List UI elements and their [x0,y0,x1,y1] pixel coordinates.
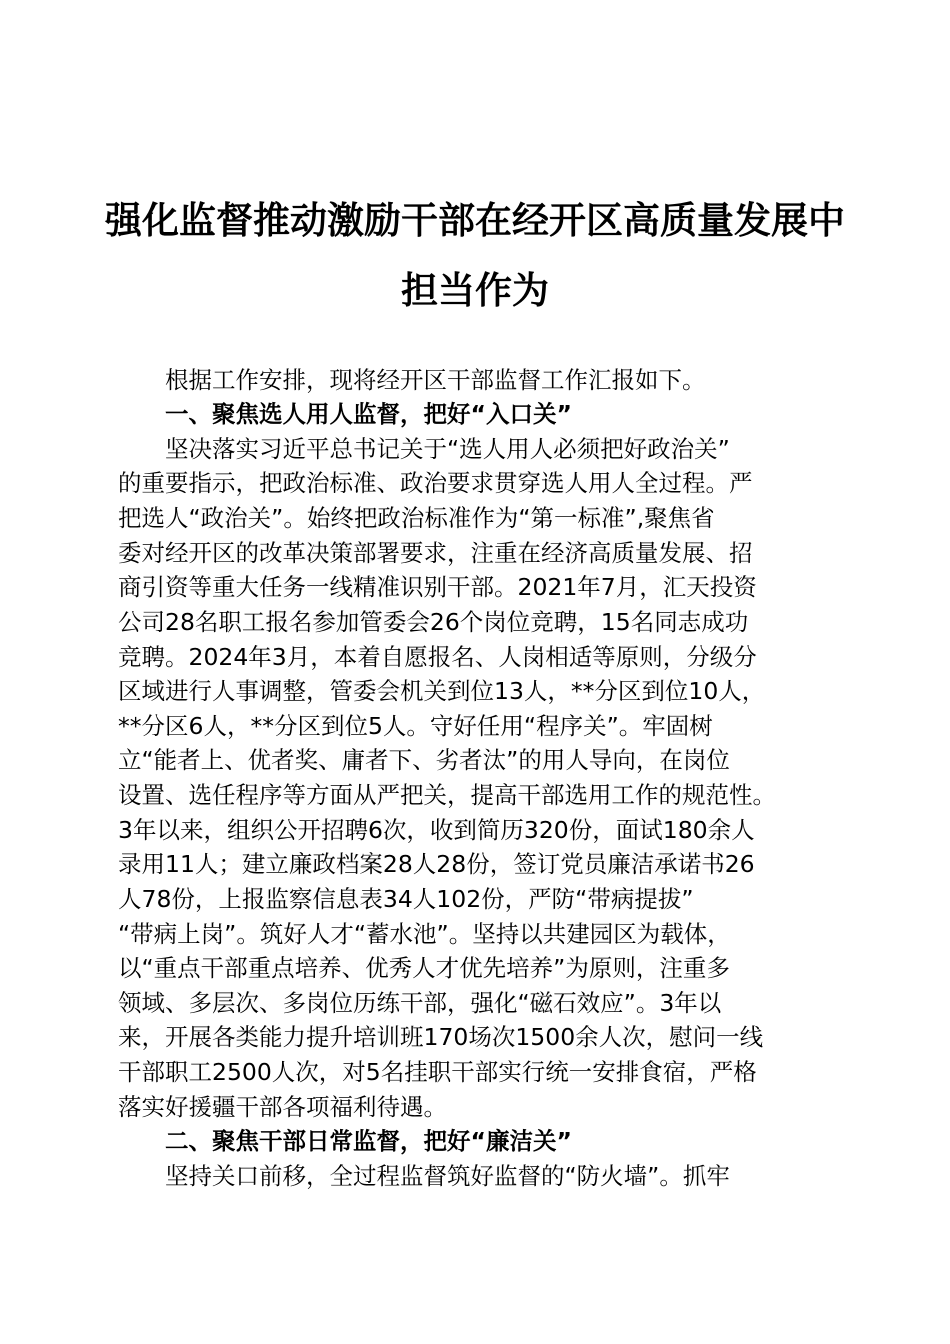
body-line-12: 立“能者上、优者奖、庸者下、劣者汰”的用人导向，在岗位 [118,746,730,774]
body-line-13: 设置、选任程序等方面从严把关，提高干部选用工作的规范性。 [118,781,776,809]
section-heading-1: 一、聚焦选人用人监督，把好“入口关” [118,400,572,428]
body-line-11: **分区6人，**分区到位5人。守好任用“程序关”。牢固树 [118,712,713,740]
body-line-18: 以“重点干部重点培养、优秀人才优先培养”为原则，注重多 [118,954,730,982]
body-line-24: 坚持关口前移，全过程监督筑好监督的“防火墙”。抓牢 [118,1162,730,1190]
body-line-5: 把选人“政治关”。始终把政治标准作为“第一标准”,聚焦省 [118,504,715,532]
body-line-19: 领域、多层次、多岗位历练干部，强化“磁石效应”。3年以 [118,989,722,1017]
body-line-6: 委对经开区的改革决策部署要求，注重在经济高质量发展、招 [118,539,753,567]
body-line-22: 落实好援疆干部各项福利待遇。 [118,1093,447,1121]
body-line-8: 公司28名职工报名参加管委会26个岗位竞聘，15名同志成功 [118,608,749,636]
document-title-line-1: 强化监督推动激励干部在经开区高质量发展中 [105,198,845,242]
body-line-15: 录用11人；建立廉政档案28人28份，签订党员廉洁承诺书26 [118,850,755,878]
body-line-10: 区域进行人事调整，管委会机关到位13人，**分区到位10人， [118,677,766,705]
body-line-14: 3年以来，组织公开招聘6次，收到简历320份，面试180余人 [118,816,755,844]
body-line-1: 根据工作安排，现将经开区干部监督工作汇报如下。 [118,366,706,394]
body-line-21: 干部职工2500人次，对5名挂职干部实行统一安排食宿，严格 [118,1058,757,1086]
body-line-7: 商引资等重大任务一线精准识别干部。2021年7月，汇天投资 [118,573,757,601]
section-heading-2: 二、聚焦干部日常监督，把好“廉洁关” [118,1127,572,1155]
body-line-16: 人78份，上报监察信息表34人102份，严防“带病提拔” [118,885,694,913]
document-title-line-2: 担当作为 [401,268,549,312]
body-line-17: “带病上岗”。筑好人才“蓄水池”。坚持以共建园区为载体， [118,920,731,948]
body-line-3: 坚决落实习近平总书记关于“选人用人必须把好政治关” [118,435,730,463]
body-line-9: 竞聘。2024年3月，本着自愿报名、人岗相适等原则，分级分 [118,643,757,671]
body-line-4: 的重要指示，把政治标准、政治要求贯穿选人用人全过程。严 [118,469,753,497]
body-line-20: 来，开展各类能力提升培训班170场次1500余人次，慰问一线 [118,1023,764,1051]
